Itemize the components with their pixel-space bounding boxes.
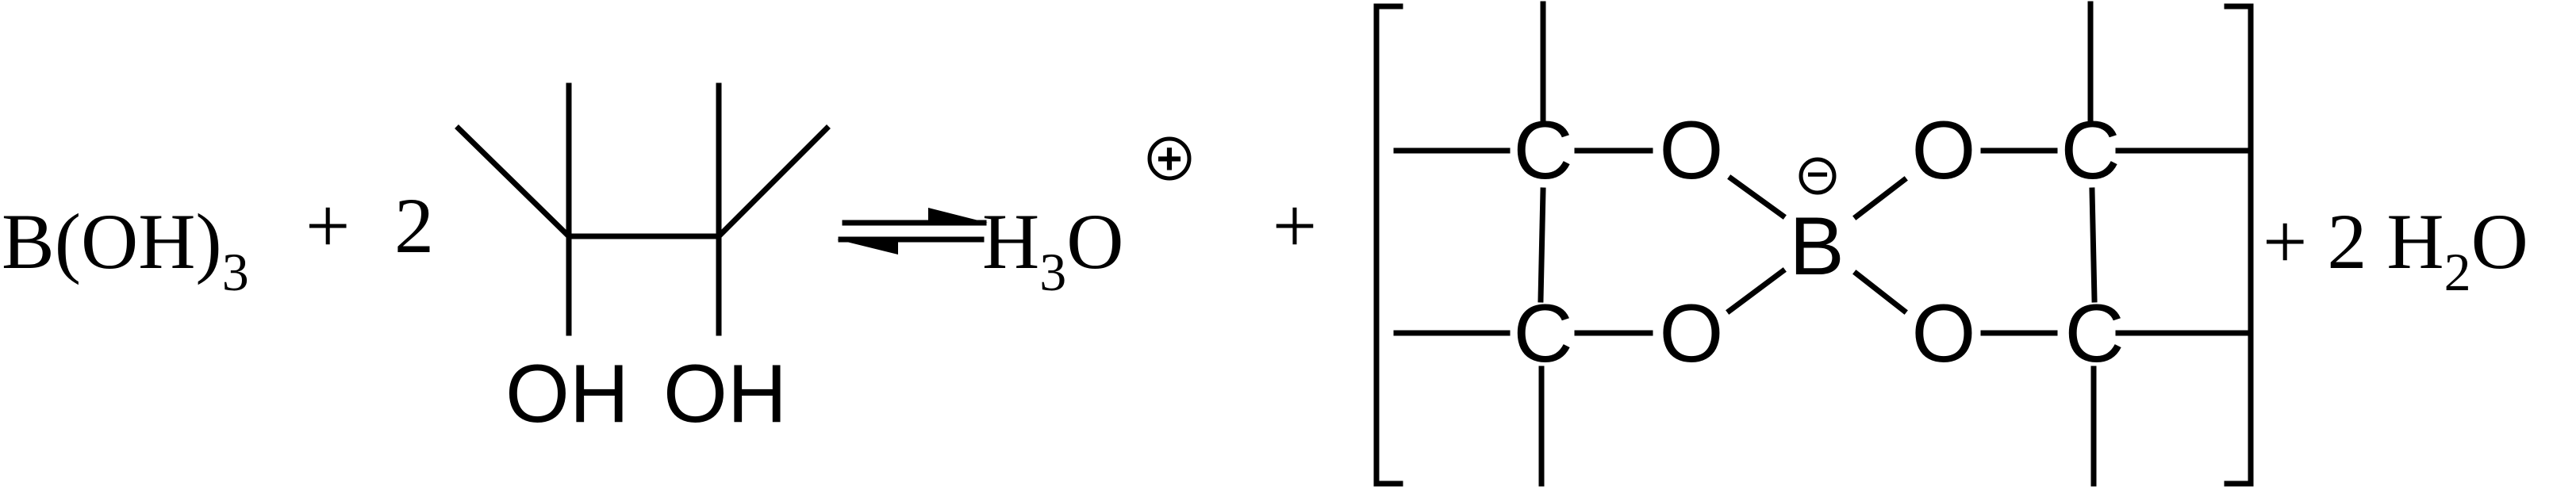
diol-hydroxyl-right: OH <box>663 348 787 440</box>
boron-negative-charge <box>1801 154 1834 196</box>
diol-bond-right-methyl <box>719 128 827 236</box>
hydronium-positive-charge <box>1150 133 1189 183</box>
atom-oxygen-2: O <box>1659 288 1724 380</box>
diol-hydroxyl-left: OH <box>505 348 629 440</box>
hydronium-o: O <box>1066 197 1124 285</box>
atom-carbon-2: C <box>1513 288 1573 380</box>
bond-c3-c4 <box>2092 190 2094 300</box>
plus-sign-2: + <box>1272 182 1318 270</box>
atom-carbon-4: C <box>2064 288 2125 380</box>
water-o: O <box>2470 197 2528 285</box>
bond-o1-b <box>1731 178 1783 216</box>
plus-sign-1: + <box>305 182 351 270</box>
borate-complex <box>1376 4 2251 484</box>
atom-oxygen-1: O <box>1659 105 1724 197</box>
diol-bond-left-methyl <box>459 128 569 236</box>
atom-boron: B <box>1789 201 1845 293</box>
reverse-arrow-head <box>837 239 898 255</box>
svg-text:−: − <box>1806 154 1829 196</box>
hydronium-h: H <box>982 197 1040 285</box>
atom-oxygen-4: O <box>1911 288 1976 380</box>
water-formula <box>2263 197 2528 302</box>
hydronium-formula <box>982 197 1123 302</box>
diol-structure <box>459 86 827 440</box>
svg-text:+: + <box>1156 133 1183 183</box>
bond-b-o3 <box>1856 180 1904 216</box>
bond-b-o4 <box>1856 274 1904 311</box>
atom-carbon-3: C <box>2060 105 2121 197</box>
boric-acid-formula <box>2 197 249 302</box>
water-subscript: 2 <box>2444 242 2471 302</box>
left-bracket <box>1376 6 1400 484</box>
atom-carbon-1: C <box>1513 105 1573 197</box>
right-bracket <box>2227 6 2251 484</box>
boric-acid-subscript: 3 <box>221 242 249 302</box>
water-prefix: + 2 H <box>2263 197 2444 285</box>
bond-b-o2 <box>1729 271 1783 311</box>
equilibrium-arrow <box>837 208 988 255</box>
hydronium-subscript: 3 <box>1039 242 1067 302</box>
bond-c1-c2 <box>1541 190 1543 300</box>
diol-coefficient: 2 <box>394 182 434 270</box>
atom-oxygen-3: O <box>1911 105 1976 197</box>
boric-acid-main: B(OH) <box>2 197 222 285</box>
